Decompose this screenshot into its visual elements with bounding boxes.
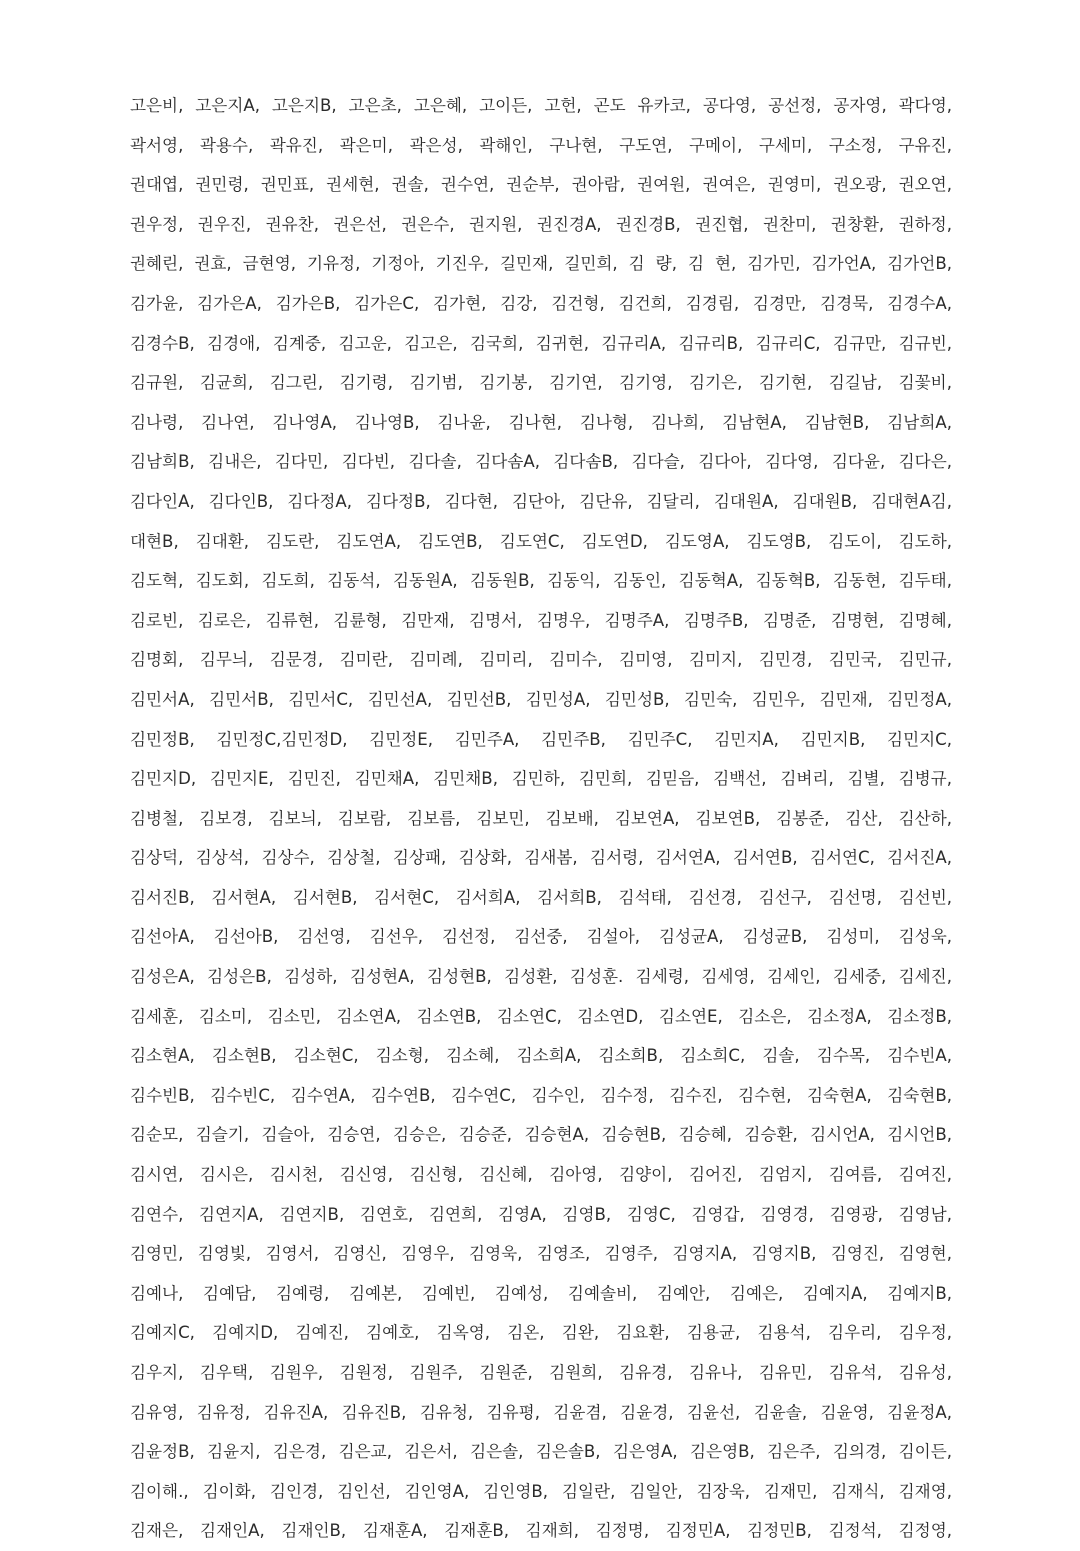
name-line: 김소현A, 김소현B, 김소현C, 김소형, 김소혜, 김소희A, 김소희B, 김소희C, 김솔, 김수목, 김수빈A, <box>130 1046 952 1066</box>
name-line: 김순모, 김슬기, 김슬아, 김승연, 김승은, 김승준, 김승현A, 김승현B, 김승혜, 김승환, 김시언A, 김시언B, <box>130 1125 952 1145</box>
name-line: 대현B, 김대환, 김도란, 김도연A, 김도연B, 김도연C, 김도연D, 김도영A, 김도영B, 김도이, 김도하, <box>130 531 952 551</box>
name-line: 김병철, 김보경, 김보늬, 김보람, 김보름, 김보민, 김보배, 김보연A, 김보연B, 김봉준, 김산, 김산하, <box>130 808 952 828</box>
name-line: 김가윤, 김가은A, 김가은B, 김가은C, 김가현, 김강, 김건형, 김건희, 김경림, 김경만, 김경묵, 김경수A, <box>130 293 952 313</box>
name-line: 김시연, 김시은, 김시천, 김신영, 김신형, 김신혜, 김아영, 김양이, 김어진, 김엄지, 김여름, 김여진, <box>130 1165 952 1185</box>
name-line: 김도혁, 김도회, 김도희, 김동석, 김동원A, 김동원B, 김동익, 김동인, 김동혁A, 김동혁B, 김동현, 김두태, <box>130 571 952 591</box>
name-line: 김서진B, 김서현A, 김서현B, 김서현C, 김서희A, 김서희B, 김석태, 김선경, 김선구, 김선명, 김선빈, <box>130 887 952 907</box>
name-line: 김민서A, 김민서B, 김민서C, 김민선A, 김민선B, 김민성A, 김민성B, 김민숙, 김민우, 김민재, 김민정A, <box>130 689 952 709</box>
name-line: 김윤정B, 김윤지, 김은경, 김은교, 김은서, 김은솔, 김은솔B, 김은영A, 김은영B, 김은주, 김의경, 김이든, <box>130 1442 952 1462</box>
name-line: 고은비, 고은지A, 고은지B, 고은초, 고은혜, 고이든, 고헌, 곤도 유카코, 공다영, 공선정, 공자영, 곽다영, <box>130 96 952 115</box>
name-line: 김명회, 김무늬, 김문경, 김미란, 김미례, 김미리, 김미수, 김미영, 김미지, 김민경, 김민국, 김민규, <box>130 650 952 670</box>
name-line: 김연수, 김연지A, 김연지B, 김연호, 김연희, 김영A, 김영B, 김영C, 김영갑, 김영경, 김영광, 김영남, <box>130 1204 952 1224</box>
name-line: 권대엽, 권민령, 권민표, 권세현, 권솔, 권수연, 권순부, 권아람, 권여원, 권여은, 권영미, 권오광, 권오연, <box>130 175 952 195</box>
name-line: 김세훈, 김소미, 김소민, 김소연A, 김소연B, 김소연C, 김소연D, 김소연E, 김소은, 김소정A, 김소정B, <box>130 1006 952 1026</box>
name-line: 김재은, 김재인A, 김재인B, 김재훈A, 김재훈B, 김재희, 김정명, 김정민A, 김정민B, 김정석, 김정영, <box>130 1521 952 1541</box>
name-line: 김로빈, 김로은, 김류현, 김륜형, 김만재, 김명서, 김명우, 김명주A, 김명주B, 김명준, 김명현, 김명혜, <box>130 610 952 630</box>
name-line: 김남희B, 김내은, 김다민, 김다빈, 김다솔, 김다솜A, 김다솜B, 김다슬, 김다아, 김다영, 김다윤, 김다은, <box>130 452 952 472</box>
name-line: 김수빈B, 김수빈C, 김수연A, 김수연B, 김수연C, 김수인, 김수정, 김수진, 김수현, 김숙현A, 김숙현B, <box>130 1085 952 1105</box>
name-line: 김규원, 김균희, 김그린, 김기령, 김기범, 김기봉, 김기연, 김기영, 김기은, 김기현, 김길남, 김꽃비, <box>130 373 952 393</box>
name-line: 곽서영, 곽용수, 곽유진, 곽은미, 곽은성, 곽해인, 구나현, 구도연, 구메이, 구세미, 구소정, 구유진, <box>130 135 952 155</box>
name-line: 김유영, 김유정, 김유진A, 김유진B, 김유청, 김유평, 김윤겸, 김윤경, 김윤선, 김윤솔, 김윤영, 김윤정A, <box>130 1402 952 1422</box>
name-list <box>130 86 952 1551</box>
name-line: 김경수B, 김경애, 김계중, 김고운, 김고은, 김국희, 김귀현, 김규리A, 김규리B, 김규리C, 김규만, 김규빈, <box>130 333 952 353</box>
name-line: 김민지D, 김민지E, 김민진, 김민채A, 김민채B, 김민하, 김민희, 김믿음, 김백선, 김벼리, 김별, 김병규, <box>130 769 952 789</box>
name-line: 권혜린, 권효, 금현영, 기유정, 기정아, 기진우, 길민재, 길민희, 김 량, 김 현, 김가민, 김가언A, 김가언B, <box>130 254 952 274</box>
name-line: 김다인A, 김다인B, 김다정A, 김다정B, 김다현, 김단아, 김단유, 김달리, 김대원A, 김대원B, 김대현A김, <box>130 491 952 511</box>
name-line: 김이해., 김이화, 김인경, 김인선, 김인영A, 김인영B, 김일란, 김일안, 김장욱, 김재민, 김재식, 김재영, <box>130 1481 952 1501</box>
name-line: 김영민, 김영빛, 김영서, 김영신, 김영우, 김영욱, 김영조, 김영주, 김영지A, 김영지B, 김영진, 김영현, <box>130 1244 952 1264</box>
name-line: 김선아A, 김선아B, 김선영, 김선우, 김선정, 김선중, 김설아, 김성균A, 김성균B, 김성미, 김성욱, <box>130 927 952 947</box>
name-line: 김민정B, 김민정C,김민정D, 김민정E, 김민주A, 김민주B, 김민주C, 김민지A, 김민지B, 김민지C, <box>130 729 952 749</box>
name-line: 김나령, 김나연, 김나영A, 김나영B, 김나윤, 김나현, 김나형, 김나희, 김남현A, 김남현B, 김남희A, <box>130 412 952 432</box>
name-line: 김상덕, 김상석, 김상수, 김상철, 김상패, 김상화, 김새봄, 김서령, 김서연A, 김서연B, 김서연C, 김서진A, <box>130 848 952 868</box>
name-line: 김성은A, 김성은B, 김성하, 김성현A, 김성현B, 김성환, 김성훈. 김세령, 김세영, 김세인, 김세중, 김세진, <box>130 967 952 987</box>
name-line: 김우지, 김우택, 김원우, 김원정, 김원주, 김원준, 김원희, 김유경, 김유나, 김유민, 김유석, 김유성, <box>130 1363 952 1382</box>
name-line: 김예지C, 김예지D, 김예진, 김예호, 김옥영, 김온, 김완, 김요환, 김용균, 김용석, 김우리, 김우정, <box>130 1323 952 1343</box>
name-line: 권우정, 권우진, 권유찬, 권은선, 권은수, 권지원, 권진경A, 권진경B, 권진협, 권찬미, 권창환, 권하정, <box>130 214 952 234</box>
name-line: 김예나, 김예담, 김예령, 김예본, 김예빈, 김예성, 김예솔비, 김예안, 김예은, 김예지A, 김예지B, <box>130 1283 952 1303</box>
